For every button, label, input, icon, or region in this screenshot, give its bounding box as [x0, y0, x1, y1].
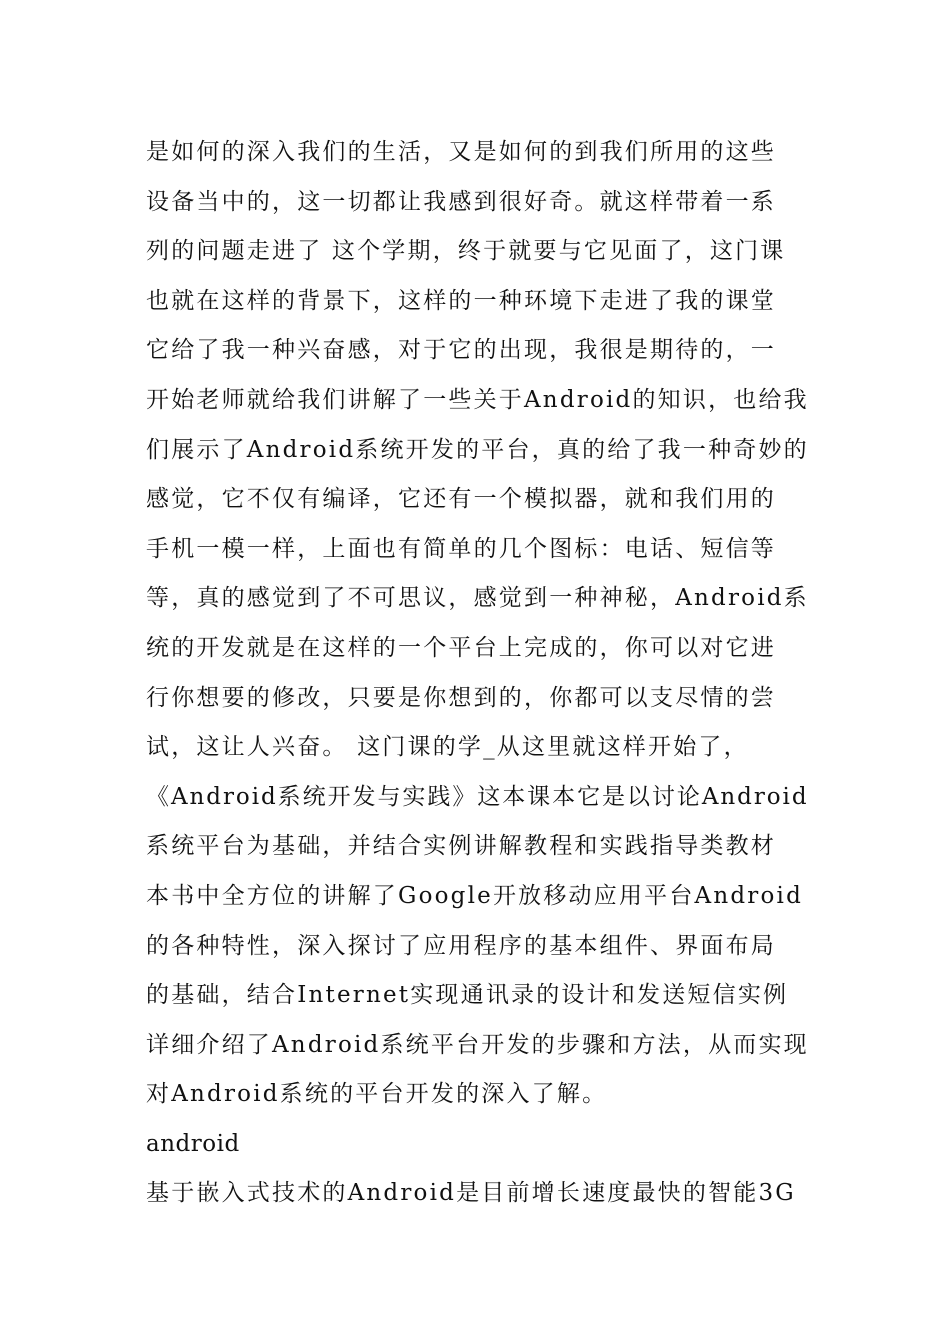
paragraph-line: 是如何的深入我们的生活，又是如何的到我们所用的这些 [146, 139, 776, 165]
paragraph-line: 《Android系统开发与实践》这本课本它是以讨论Android [146, 783, 809, 810]
paragraph-line: 们展示了Android系统开发的平台，真的给了我一种奇妙的 [146, 436, 809, 463]
paragraph-line: 统的开发就是在这样的一个平台上完成的，你可以对它进 [146, 634, 776, 661]
paragraph-line: 手机一模一样，上面也有简单的几个图标：电话、短信等 [146, 535, 776, 562]
paragraph-line: 系统平台为基础，并结合实例讲解教程和实践指导类教材 [146, 833, 776, 860]
paragraph-line: 列的问题走进了 这个学期，终于就要与它见面了，这门课 [146, 238, 786, 265]
paragraph-line: 行你想要的修改，只要是你想到的，你都可以支尽情的尝 [146, 684, 776, 711]
paragraph-line: 详细介绍了Android系统平台开发的步骤和方法，从而实现 [146, 1031, 809, 1058]
paragraph-line: 它给了我一种兴奋感，对于它的出现，我很是期待的，一 [146, 337, 776, 364]
paragraph-line: 的各种特性，深入探讨了应用程序的基本组件、界面布局 [146, 932, 776, 959]
paragraph-line: 对Android系统的平台开发的深入了解。 [146, 1081, 608, 1108]
paragraph-line: 感觉，它不仅有编译，它还有一个模拟器，就和我们用的 [146, 486, 776, 513]
paragraph-line: 开始老师就给我们讲解了一些关于Android的知识，也给我 [146, 386, 809, 413]
paragraph-line: 的基础，结合Internet实现通讯录的设计和发送短信实例 [146, 982, 789, 1009]
document-body [146, 128, 810, 1219]
paragraph-line: 等，真的感觉到了不可思议，感觉到一种神秘，Android系 [146, 585, 809, 612]
paragraph-line: 也就在这样的背景下，这样的一种环境下走进了我的课堂 [146, 287, 776, 314]
paragraph-line: 基于嵌入式技术的Android是目前增长速度最快的智能3G [146, 1180, 796, 1207]
paragraph-line: 设备当中的，这一切都让我感到很好奇。就这样带着一系 [146, 188, 776, 215]
paragraph-line: 本书中全方位的讲解了Google开放移动应用平台Android [146, 882, 804, 909]
paragraph-line: 试，这让人兴奋。 这门课的学_从这里就这样开始了， [146, 734, 749, 761]
section-heading: android [146, 1130, 240, 1157]
